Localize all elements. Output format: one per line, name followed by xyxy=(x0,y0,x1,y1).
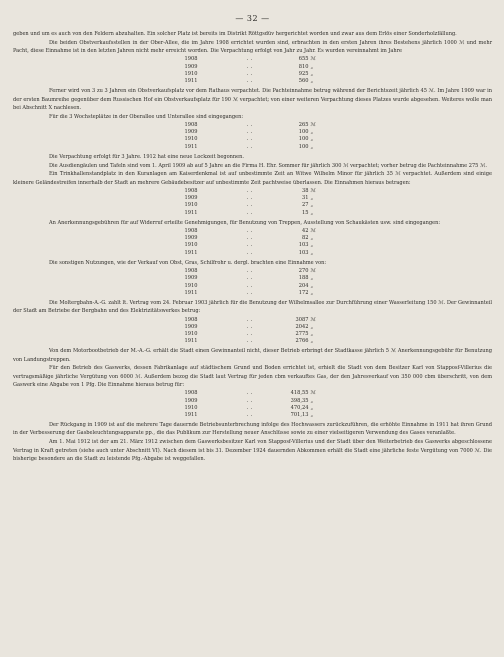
paragraph: Die beiden Obstverkaufsstellen in der Ober-Allee, die im Jahre 1908 errichtet wurden sind, erbrachten in den ersten Jahren ihres Bestehens jährlich 1000 ℳ und mehr Pacht, diese Einnahme ist in den letzten Jahren nicht mehr erreicht worden. Die Verpachtung erfolgt von Jahr zu Jahr. Es wurden vereinnahmt im Jahre xyxy=(13,39,492,55)
year-cell: 1910 xyxy=(184,136,198,143)
year-cell: 1910 xyxy=(184,282,198,289)
table-row xyxy=(13,324,492,331)
table-row xyxy=(13,122,492,129)
currency-cell: „ xyxy=(310,411,314,418)
amount-cell: 398,35 xyxy=(290,397,309,404)
amount-cell: 100 xyxy=(298,136,309,143)
amount-cell: 42 xyxy=(302,228,309,234)
year-cell: 1911 xyxy=(184,209,198,216)
table-row xyxy=(13,78,492,85)
yearly-amount-table xyxy=(13,390,492,419)
currency-cell: „ xyxy=(310,78,314,84)
yearly-amount-table xyxy=(13,122,492,151)
paragraph: Ein Trinkhallenstandplatz in den Kuranlagen am Kaiserdenkmal ist auf unbestimmte Zeit an Witwe Wilhelm Minor für jährlich 35 ℳ verpachtet. Außerdem sind einige kleinere Geländestreifen innerhalb der Stadt an mehrere Gebäudebesitzer auf unbestimmte Zeit pachtweise überlassen. Die Einnahmen hieraus betragen: xyxy=(13,171,492,186)
leader-dots: . . xyxy=(246,121,253,128)
amount-cell: 100 xyxy=(298,129,309,136)
leader-dots: . . xyxy=(246,275,253,282)
year-cell: 1910 xyxy=(184,202,198,209)
currency-cell: „ xyxy=(310,249,314,256)
currency-cell: „ xyxy=(310,70,314,77)
table-row xyxy=(13,398,492,405)
year-cell: 1908 xyxy=(184,316,198,323)
leader-dots: . . xyxy=(246,390,253,397)
leader-dots: . . xyxy=(246,242,253,249)
leader-dots: . . xyxy=(246,228,253,234)
currency-cell: „ xyxy=(310,275,314,282)
year-cell: 1909 xyxy=(184,235,198,242)
paragraph: Ferner wird von 3 zu 3 Jahren ein Obstverkaufsplatz vor dem Rathaus verpachtet. Die Pachteinnahme betrug während der Berichtszeit jährlich 45 ℳ. Im Jahre 1909 war in der ersten Baumreihe gegenüber dem Russischen Hof ein Obstverkaufsplatz für 190 ℳ verpachtet; von einer weiteren Verpachtung dieses Platzes wurde abgesehen. Weiteres wolle man bei Abschnitt X nachlesen. xyxy=(13,88,492,111)
leader-dots: . . xyxy=(246,56,253,63)
amount-cell: 701,13 xyxy=(290,411,309,418)
paragraph: An Anerkennungsgebühren für auf Widerruf erteilte Genehmigungen, für Benutzung von Treppen, Ausstellung von Schaukästen usw. sind eingegangen: xyxy=(49,219,441,226)
currency-cell: „ xyxy=(310,136,314,143)
amount-cell: 82 xyxy=(302,235,309,242)
paragraph: Für die 3 Wochsteplätze in der Oberallee und Unterallee sind eingegangen: xyxy=(49,113,244,120)
currency-cell: „ xyxy=(310,202,314,209)
amount-cell: 103 xyxy=(298,242,309,249)
leader-dots: . . xyxy=(246,289,253,296)
currency-cell: „ xyxy=(310,63,314,70)
year-cell: 1911 xyxy=(184,338,198,345)
amount-cell: 204 xyxy=(298,282,309,289)
amount-cell: 15 xyxy=(302,209,309,216)
currency-cell: ℳ xyxy=(310,56,316,63)
leader-dots: . . xyxy=(246,143,253,150)
year-cell: 1908 xyxy=(184,56,198,63)
currency-cell: ℳ xyxy=(310,187,316,194)
paragraph: Der Rückgang in 1909 ist auf die mehrere Tage dauernde Betriebsunterbrechung infolge des Hochwassers zurückzuführen, die erhöhte Einnahme in 1911 hat ihren Grund in der Verbesserung der Gasbeleuchtungsapparate pp., die das Publikum zur Herstellung neuer Anschlüsse sowie zu einer vielseitigeren Verwendung des Gases veranlaßte. xyxy=(13,422,492,437)
year-cell: 1908 xyxy=(184,228,198,234)
year-cell: 1910 xyxy=(184,330,198,337)
amount-cell: 31 xyxy=(302,195,309,202)
leader-dots: . . xyxy=(246,330,253,337)
currency-cell: „ xyxy=(310,330,314,337)
year-cell: 1910 xyxy=(184,242,198,249)
currency-cell: „ xyxy=(310,195,314,202)
leader-dots: . . xyxy=(246,316,253,323)
amount-cell: 265 xyxy=(298,121,309,128)
year-cell: 1908 xyxy=(184,187,198,194)
currency-cell: ℳ xyxy=(310,390,316,397)
currency-cell: ℳ xyxy=(310,228,316,234)
leader-dots: . . xyxy=(246,202,253,209)
yearly-amount-table xyxy=(13,268,492,297)
leader-dots: . . xyxy=(246,404,253,411)
amount-cell: 100 xyxy=(298,143,309,150)
currency-cell: „ xyxy=(310,397,314,404)
currency-cell: „ xyxy=(310,209,314,216)
leader-dots: . . xyxy=(246,129,253,136)
year-cell: 1910 xyxy=(184,70,198,77)
page-number: — 32 — xyxy=(235,14,270,23)
paragraph: Die sonstigen Nutzungen, wie der Verkauf von Obst, Gras, Schilfrohr u. dergl. brachten eine Einnahme von: xyxy=(49,259,327,266)
year-cell: 1910 xyxy=(184,404,198,411)
currency-cell: „ xyxy=(310,289,314,296)
currency-cell: „ xyxy=(310,129,314,136)
table-row xyxy=(13,331,492,338)
paragraph: geben und um es auch von den Feldern abzuhalten. Ein solcher Platz ist bereits im Distrikt Röttgsdüv hergerichtet worden und zwar aus dem Erlös einer Sonderholzfällung. xyxy=(13,31,457,37)
table-row xyxy=(13,275,492,282)
table-row xyxy=(13,405,492,412)
table-row xyxy=(13,390,492,397)
year-cell: 1911 xyxy=(184,411,198,418)
amount-cell: 810 xyxy=(298,63,309,70)
leader-dots: . . xyxy=(246,63,253,70)
amount-cell: 2775 xyxy=(295,330,309,337)
paragraph: Die Moltergbahn-A.-G. zahlt lt. Vertrag vom 24. Februar 1903 jährlich für die Benutzung der Wilhelmsallee zur Durchführung einer Wasserleitung 150 ℳ. Der Gewinnanteil der Stadt am Betriebe der Bergbahn und des Elektrizitätswerkes betrug: xyxy=(13,299,492,315)
leader-dots: . . xyxy=(246,338,253,345)
leader-dots: . . xyxy=(246,411,253,418)
table-row xyxy=(13,195,492,202)
table-row xyxy=(13,242,492,249)
paragraph: Die Ausdiengäulen und Tafeln sind vom 1. April 1909 ab auf 5 Jahre an die Firma H. Ehr. Sommer für jährlich 300 ℳ verpachtet; vorher betrug die Pachteinnahme 275 ℳ. xyxy=(49,162,487,169)
table-row xyxy=(13,250,492,257)
yearly-amount-table xyxy=(13,188,492,217)
currency-cell: ℳ xyxy=(310,268,316,275)
amount-cell: 2766 xyxy=(295,338,309,345)
leader-dots: . . xyxy=(246,282,253,289)
amount-cell: 560 xyxy=(298,78,309,84)
table-row xyxy=(13,56,492,63)
leader-dots: . . xyxy=(246,136,253,143)
year-cell: 1909 xyxy=(184,275,198,282)
paragraph: Für den Betrieb des Gaswerks, dessen Fabrikanlage auf städtischem Grund und Boden errichtet ist, erhielt die Stadt von dem Besitzer Karl von Stapposf-Villerius die vertragsmäßige jährliche Vergütung von 6000 ℳ. Außerdem bezog die Stadt laut Vertrag für jeden cbm verkauftes Gas, der den Jahresverkauf von 350 000 cbm überschritt, von dem Gaswerk eine Abgabe von 1 Pfg. Die Einnahme hieraus betrug für: xyxy=(13,365,492,389)
table-row xyxy=(13,290,492,297)
year-cell: 1911 xyxy=(184,289,198,296)
yearly-amount-table xyxy=(13,317,492,346)
yearly-amount-table xyxy=(13,56,492,85)
amount-cell: 418,55 xyxy=(290,390,309,397)
leader-dots: . . xyxy=(246,195,253,202)
amount-cell: 38 xyxy=(302,187,309,194)
leader-dots: . . xyxy=(246,235,253,242)
amount-cell: 655 xyxy=(298,56,309,63)
table-row xyxy=(13,210,492,217)
paragraph: Am 1. Mai 1912 ist der am 21. März 1912 zwischen dem Gaswerksbesitzer Karl von Stapposf-Villerius und der Stadt über den Weiterbetrieb des Gaswerks abgeschlossene Vertrag in Kraft getreten (siehe auch unter Abschnitt VI). Nach diesem ist bis 31. Dezember 1924 dauernden Abkommen erhält die Stadt eine jährliche feste Vergütung von 7000 ℳ. Die bisherige besondere an die Stadt zu leistende Pfg.-Abgabe ist weggefallen. xyxy=(13,439,492,462)
amount-cell: 27 xyxy=(302,202,309,209)
leader-dots: . . xyxy=(246,78,253,84)
table-row xyxy=(13,202,492,209)
year-cell: 1911 xyxy=(184,143,198,150)
yearly-amount-table xyxy=(13,228,492,257)
leader-dots: . . xyxy=(246,70,253,77)
page-content xyxy=(13,30,492,463)
leader-dots: . . xyxy=(246,209,253,216)
leader-dots: . . xyxy=(246,323,253,330)
currency-cell: ℳ xyxy=(310,316,316,323)
currency-cell: „ xyxy=(310,323,314,330)
table-row xyxy=(13,136,492,143)
year-cell: 1911 xyxy=(184,249,198,256)
table-row xyxy=(13,144,492,151)
table-row xyxy=(13,235,492,242)
table-row xyxy=(13,71,492,78)
leader-dots: . . xyxy=(246,249,253,256)
year-cell: 1909 xyxy=(184,195,198,202)
table-row xyxy=(13,338,492,345)
year-cell: 1909 xyxy=(184,323,198,330)
table-row xyxy=(13,317,492,324)
amount-cell: 925 xyxy=(298,70,309,77)
currency-cell: „ xyxy=(310,235,314,242)
table-row xyxy=(13,129,492,136)
currency-cell: „ xyxy=(310,143,314,150)
year-cell: 1909 xyxy=(184,129,198,136)
amount-cell: 188 xyxy=(298,275,309,282)
year-cell: 1911 xyxy=(184,78,198,84)
year-cell: 1908 xyxy=(184,268,198,275)
amount-cell: 172 xyxy=(298,289,309,296)
currency-cell: „ xyxy=(310,338,314,345)
currency-cell: „ xyxy=(310,242,314,249)
table-row xyxy=(13,412,492,419)
currency-cell: „ xyxy=(310,404,314,411)
table-row xyxy=(13,283,492,290)
currency-cell: „ xyxy=(310,282,314,289)
table-row xyxy=(13,188,492,195)
leader-dots: . . xyxy=(246,268,253,275)
amount-cell: 3087 xyxy=(295,316,309,323)
amount-cell: 2042 xyxy=(295,323,309,330)
year-cell: 1909 xyxy=(184,397,198,404)
amount-cell: 103 xyxy=(298,249,309,256)
amount-cell: 470,24 xyxy=(290,404,309,411)
paragraph: Von dem Motorbootbetrieb der M.-A.-G. erhält die Stadt einen Gewinnanteil nicht, dieser Betrieb erbringt der Stadtkasse jährlich 5 ℳ Anerkennungsgebühr für Benutzung von Landungstreppen. xyxy=(13,348,492,363)
year-cell: 1908 xyxy=(184,121,198,128)
year-cell: 1908 xyxy=(184,390,198,397)
table-row xyxy=(13,228,492,235)
year-cell: 1909 xyxy=(184,63,198,70)
table-row xyxy=(13,268,492,275)
leader-dots: . . xyxy=(246,397,253,404)
leader-dots: . . xyxy=(246,187,253,194)
currency-cell: ℳ xyxy=(310,121,316,128)
table-row xyxy=(13,64,492,71)
paragraph: Die Verpachtung erfolgt für 3 Jahre. 1912 hat eine neue Lockzeit begonnen. xyxy=(49,153,244,160)
amount-cell: 270 xyxy=(298,268,309,275)
